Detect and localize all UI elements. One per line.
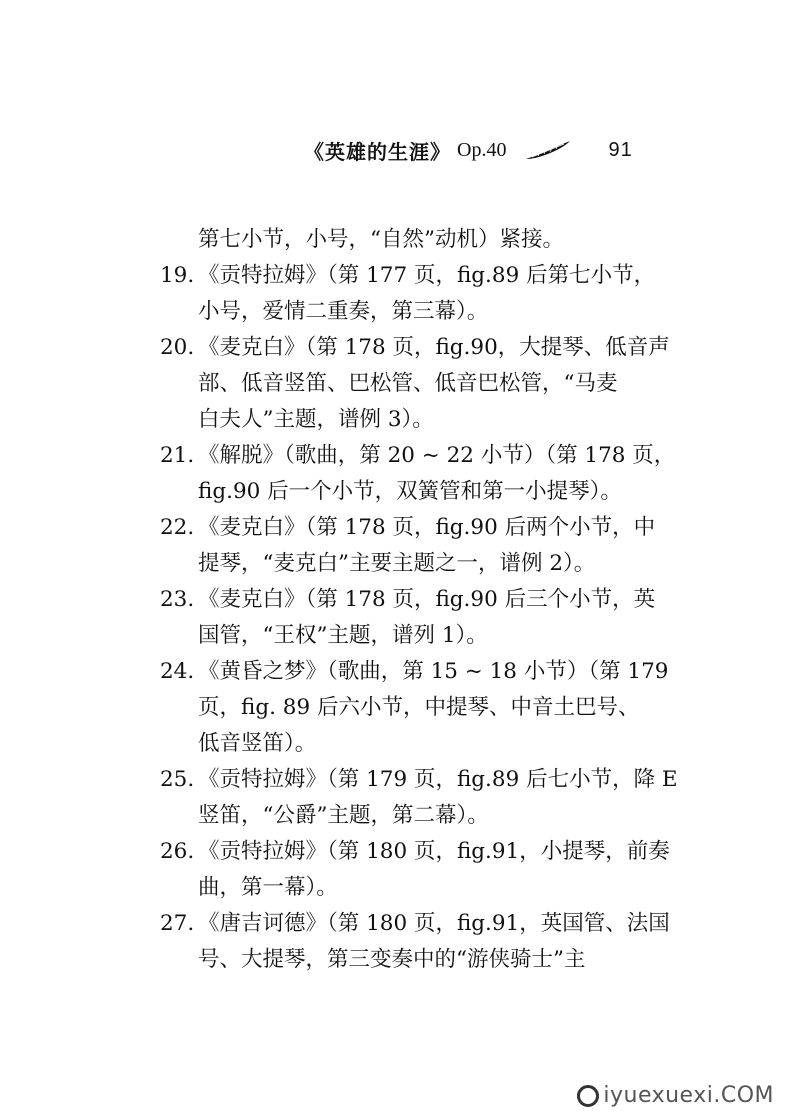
line-text: 《解脱》（歌曲，第 20 ~ 22 小节）（第 178 页， (198, 443, 676, 468)
line-text: 提琴，“麦克白”主要主题之一，谱例 2）。 (198, 551, 596, 576)
list-item-continuation (160, 474, 680, 510)
list-item-continuation (160, 942, 680, 978)
item-number: 20. (160, 335, 195, 360)
list-item-start (160, 510, 680, 546)
line-text: 《贡特拉姆》（第 179 页，fig.89 后七小节，降 E (198, 767, 678, 792)
list-item-continuation (160, 294, 680, 330)
line-text: 低音竖笛）。 (198, 731, 317, 756)
line-text: 《唐吉诃德》（第 180 页，fig.91，英国管、法国 (198, 911, 670, 936)
list-item-continuation (160, 690, 680, 726)
line-text: 白夫人”主题，谱例 3）。 (198, 407, 434, 432)
item-number: 27. (160, 911, 195, 936)
list-item-continuation (160, 618, 680, 654)
line-text: 竖笛，“公爵”主题，第二幕）。 (198, 803, 489, 828)
line-text: 号、大提琴，第三变奏中的“游侠骑士”主 (198, 947, 586, 972)
running-header (304, 134, 633, 166)
list-item-continuation (160, 222, 680, 258)
line-text: 《麦克白》（第 178 页，fig.90 后三个小节，英 (198, 587, 656, 612)
line-text: 国管，“王权”主题，谱列 1）。 (198, 623, 488, 648)
list-item-start (160, 438, 680, 474)
item-number: 26. (160, 839, 195, 864)
item-number: 19. (160, 263, 195, 288)
line-text: 小号，爱情二重奏，第三幕）。 (198, 299, 489, 324)
line-text: 《黄昏之梦》（歌曲，第 15 ~ 18 小节）（第 179 (198, 659, 669, 684)
item-number: 21. (160, 443, 195, 468)
list-item-start (160, 582, 680, 618)
quill-pen-icon (524, 139, 572, 161)
list-item-continuation (160, 366, 680, 402)
header-title: 《英雄的生涯》 (304, 139, 451, 164)
item-number: 24. (160, 659, 195, 684)
list-item-continuation (160, 726, 680, 762)
site-watermark (577, 1083, 774, 1108)
list-item-start (160, 762, 680, 798)
list-item-start (160, 906, 680, 942)
line-text: fig.90 后一个小节，双簧管和第一小提琴）。 (198, 479, 622, 504)
list-item-start (160, 330, 680, 366)
header-opus: Op.40 (457, 138, 507, 161)
list-item-start (160, 654, 680, 690)
line-text: 页，fig. 89 后六小节，中提琴、中音土巴号、 (198, 695, 640, 720)
list-item-continuation (160, 870, 680, 906)
list-item-continuation (160, 402, 680, 438)
watermark-text: iyuexuexi.COM (603, 1083, 774, 1108)
line-text: 《麦克白》（第 178 页，fig.90 后两个小节，中 (198, 515, 656, 540)
line-text: 《贡特拉姆》（第 180 页，fig.91，小提琴，前奏 (198, 839, 670, 864)
item-number: 23. (160, 587, 195, 612)
list-item-start (160, 834, 680, 870)
list-item-continuation (160, 798, 680, 834)
list-item-continuation (160, 546, 680, 582)
line-text: 《麦克白》（第 178 页，fig.90，大提琴、低音声 (198, 335, 670, 360)
page-number: 91 (608, 138, 633, 161)
line-text: 曲，第一幕）。 (198, 875, 338, 900)
item-number: 25. (160, 767, 195, 792)
line-text: 《贡特拉姆》（第 177 页，fig.89 后第七小节， (198, 263, 656, 288)
item-number: 22. (160, 515, 195, 540)
q-logo-icon (577, 1085, 599, 1107)
page-body (160, 222, 680, 978)
line-text: 部、低音竖笛、巴松管、低音巴松管，“马麦 (198, 371, 618, 396)
line-text: 第七小节，小号，“自然”动机）紧接。 (198, 227, 564, 252)
list-item-start (160, 258, 680, 294)
